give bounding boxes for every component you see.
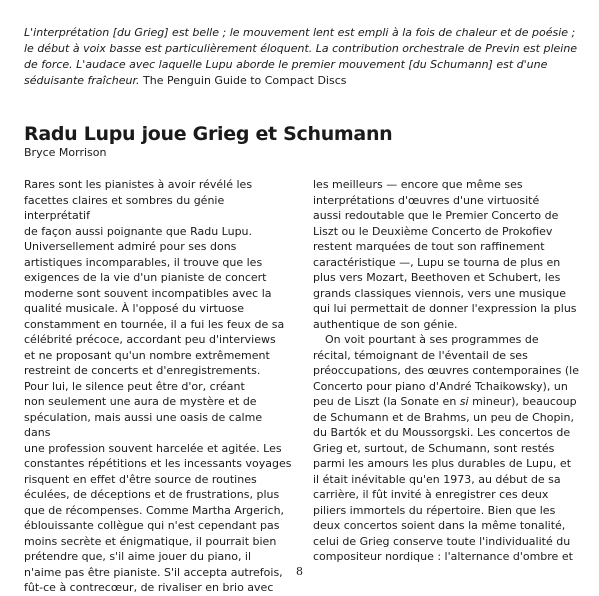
paragraph: les meilleurs — encore que même ses interprétations d'œuvres d'une virtuosité aussi redoutable que le Premier Concerto de Liszt ou le Deuxième Concerto de Prokofiev restent marquées de tout son raffinement caractéristique —, Lupu se tourna de plus en plus vers Mozart, Beethoven et Schubert, les grands classiques viennois, vers une musique qui lui permettait de donner l'expression la plus authentique de son génie. [313, 178, 577, 331]
paragraph [313, 332, 583, 565]
page-number: 8 [296, 565, 303, 578]
text-column-left [24, 177, 292, 596]
review-quote [24, 25, 580, 89]
article-author: Bryce Morrison [24, 146, 107, 159]
paragraph-emphasis: si [459, 395, 469, 408]
quote-source: The Penguin Guide to Compact Discs [143, 74, 347, 87]
quote-text: L'interprétation [du Grieg] est belle ; le mouvement lent est empli à la fois de chaleur et de poésie ; le début à voix basse est particulièrement éloquent. La contribution orchestrale de Previn est pleine de force. L'audace avec laquelle Lupu aborde le premier mouvement [du Schumann] est d'une séduisante fraîcheur. [24, 26, 578, 87]
paragraph: Rares sont les pianistes à avoir révélé les facettes claires et sombres du génie interprétatif de façon aussi poignante que Radu Lupu. Universellement admiré pour ses dons artistiques incomparables, il trouve que les exigences de la vie d'un pianiste de concert moderne sont souvent incompatibles avec la qualité musicale. À l'opposé du virtuose constamment en tournée, il a fui les feux de sa célébrité précoce, accordant peu d'interviews et ne proposant qu'un nombre extrêmement restreint de concerts et d'enregistrements. Pour lui, le silence peut être d'or, créant non seulement une aura de mystère et de spéculation, mais aussi une oasis de calme dans une profession souvent harcelée et agitée. Les constantes répétitions et les incessants voyages risquent en effet d'être source de routines éculées, de déceptions et de frustrations, plus que de récompenses. Comme Martha Argerich, éblouissante collègue qui n'est cependant pas moins secrète et énigmatique, il pourrait bien prétendre que, s'il aime jouer du piano, il n'aime pas être pianiste. S'il accepta autrefois, fût-ce à contrecœur, de rivaliser en brio avec [24, 178, 292, 594]
article-title: Radu Lupu joue Grieg et Schumann [24, 123, 393, 145]
paragraph-part: mineur), beaucoup de Schumann et de Brahms, un peu de Chopin, du Bartók et du Moussorgski. Les concertos de Grieg et, surtout, de Schumann, sont restés parmi les amours les plus durables de Lupu, et il était inévitable qu'en 1973, au début de sa carrière, il fût invité à enregistrer ces deux piliers immortels du répertoire. Bien que les deux concertos soient dans la même tonalité, celui de Grieg conserve toute l'individualité du compositeur nordique : l'alternance d'ombre et [313, 395, 577, 563]
paragraph-part: On voit pourtant à ses programmes de récital, témoignant de l'éventail de ses préoccupations, des œuvres contemporaines (le Concerto pour piano d'André Tchaikowsky), un peu de Liszt (la Sonate en [313, 333, 579, 408]
text-column-right [313, 177, 583, 565]
